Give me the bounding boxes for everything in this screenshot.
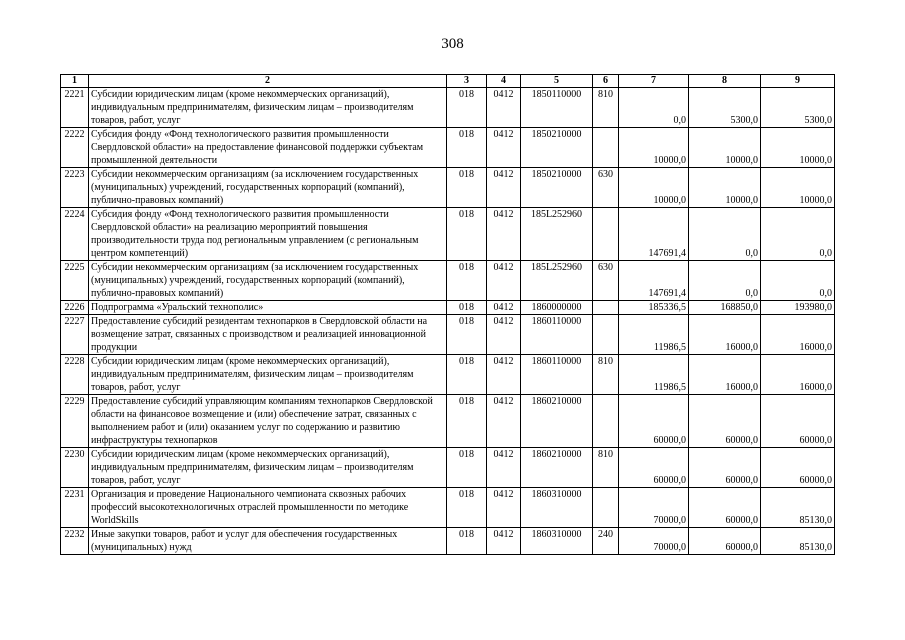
amount-year3-cell: 85130,0 [761,488,835,528]
target-article-cell: 1850210000 [521,168,593,208]
header-cell: 9 [761,75,835,88]
section-code-cell: 0412 [487,488,521,528]
amount-year2-cell: 16000,0 [689,355,761,395]
amount-year3-cell: 10000,0 [761,168,835,208]
expense-type-cell [593,315,619,355]
target-article-cell: 1860210000 [521,448,593,488]
row-name-cell: Иные закупки товаров, работ и услуг для обеспечения государственных (муниципальных) нужд [89,528,447,555]
target-article-cell: 1850110000 [521,88,593,128]
target-article-cell: 1860000000 [521,301,593,315]
row-number-cell: 2221 [61,88,89,128]
amount-year3-cell: 5300,0 [761,88,835,128]
table-row [61,168,835,208]
expense-type-cell: 810 [593,355,619,395]
amount-year2-cell: 10000,0 [689,168,761,208]
ministry-code-cell: 018 [447,261,487,301]
target-article-cell: 1860310000 [521,528,593,555]
target-article-cell: 185L252960 [521,208,593,261]
ministry-code-cell: 018 [447,528,487,555]
row-name-cell: Субсидии некоммерческим организациям (за исключением государственных (муниципальных) учреждений, государственных корпораций (компаний), публично-правовых компаний) [89,261,447,301]
expense-type-cell: 810 [593,88,619,128]
header-cell: 2 [89,75,447,88]
header-row [61,75,835,88]
section-code-cell: 0412 [487,301,521,315]
table-row [61,208,835,261]
page-number: 308 [441,36,464,52]
row-name-cell: Субсидии юридическим лицам (кроме некоммерческих организаций), индивидуальным предпринимателям, физическим лицам – производителям товаров, работ, услуг [89,355,447,395]
header-cell: 7 [619,75,689,88]
row-number-cell: 2231 [61,488,89,528]
target-article-cell: 185L252960 [521,261,593,301]
header-cell: 1 [61,75,89,88]
section-code-cell: 0412 [487,261,521,301]
amount-year1-cell: 70000,0 [619,528,689,555]
row-number-cell: 2222 [61,128,89,168]
target-article-cell: 1860210000 [521,395,593,448]
amount-year3-cell: 60000,0 [761,395,835,448]
amount-year1-cell: 11986,5 [619,315,689,355]
row-name-cell: Подпрограмма «Уральский технополис» [89,301,447,315]
expense-type-cell: 630 [593,168,619,208]
row-name-cell: Субсидия фонду «Фонд технологического развития промышленности Свердловской области» на реализацию мероприятий повышения производительности труда под региональным управлением (с региональным центром компетенций) [89,208,447,261]
table-row [61,301,835,315]
amount-year1-cell: 70000,0 [619,488,689,528]
ministry-code-cell: 018 [447,488,487,528]
row-number-cell: 2229 [61,395,89,448]
section-code-cell: 0412 [487,128,521,168]
expense-type-cell: 240 [593,528,619,555]
table-row [61,488,835,528]
section-code-cell: 0412 [487,168,521,208]
amount-year1-cell: 10000,0 [619,168,689,208]
ministry-code-cell: 018 [447,88,487,128]
row-number-cell: 2230 [61,448,89,488]
amount-year2-cell: 16000,0 [689,315,761,355]
amount-year1-cell: 147691,4 [619,208,689,261]
expense-type-cell [593,128,619,168]
table-row [61,315,835,355]
row-number-cell: 2226 [61,301,89,315]
table-row [61,88,835,128]
target-article-cell: 1860110000 [521,355,593,395]
amount-year3-cell: 0,0 [761,261,835,301]
section-code-cell: 0412 [487,355,521,395]
amount-year3-cell: 60000,0 [761,448,835,488]
header-cell: 4 [487,75,521,88]
amount-year2-cell: 60000,0 [689,448,761,488]
amount-year3-cell: 0,0 [761,208,835,261]
ministry-code-cell: 018 [447,355,487,395]
expense-type-cell: 630 [593,261,619,301]
table-row [61,355,835,395]
expense-type-cell [593,208,619,261]
row-name-cell: Организация и проведение Национального чемпионата сквозных рабочих профессий высокотехнологичных отраслей промышленности по методике WorldSkills [89,488,447,528]
row-number-cell: 2224 [61,208,89,261]
amount-year2-cell: 0,0 [689,208,761,261]
row-number-cell: 2223 [61,168,89,208]
amount-year2-cell: 0,0 [689,261,761,301]
ministry-code-cell: 018 [447,448,487,488]
row-name-cell: Предоставление субсидий управляющим компаниям технопарков Свердловской области на финансовое возмещение и (или) обеспечение затрат, связанных с выполнением работ и (или) оказанием услуг по содержанию и развитию инфраструктуры технопарков [89,395,447,448]
table-row [61,395,835,448]
header-cell: 3 [447,75,487,88]
amount-year3-cell: 10000,0 [761,128,835,168]
amount-year3-cell: 193980,0 [761,301,835,315]
amount-year2-cell: 60000,0 [689,488,761,528]
row-number-cell: 2228 [61,355,89,395]
target-article-cell: 1860110000 [521,315,593,355]
ministry-code-cell: 018 [447,208,487,261]
amount-year1-cell: 11986,5 [619,355,689,395]
amount-year3-cell: 85130,0 [761,528,835,555]
target-article-cell: 1860310000 [521,488,593,528]
amount-year1-cell: 147691,4 [619,261,689,301]
table-row [61,128,835,168]
section-code-cell: 0412 [487,448,521,488]
target-article-cell: 1850210000 [521,128,593,168]
amount-year1-cell: 60000,0 [619,448,689,488]
section-code-cell: 0412 [487,528,521,555]
section-code-cell: 0412 [487,395,521,448]
row-number-cell: 2232 [61,528,89,555]
row-name-cell: Субсидия фонду «Фонд технологического развития промышленности Свердловской области» на предоставление финансовой поддержки субъектам промышленной деятельности [89,128,447,168]
row-number-cell: 2225 [61,261,89,301]
amount-year1-cell: 185336,5 [619,301,689,315]
amount-year2-cell: 60000,0 [689,395,761,448]
header-cell: 8 [689,75,761,88]
amount-year1-cell: 60000,0 [619,395,689,448]
table-row [61,448,835,488]
ministry-code-cell: 018 [447,128,487,168]
section-code-cell: 0412 [487,208,521,261]
row-name-cell: Субсидии юридическим лицам (кроме некоммерческих организаций), индивидуальным предпринимателям, физическим лицам – производителям товаров, работ, услуг [89,88,447,128]
section-code-cell: 0412 [487,315,521,355]
budget-table [60,74,835,555]
amount-year1-cell: 10000,0 [619,128,689,168]
expense-type-cell [593,395,619,448]
expense-type-cell [593,301,619,315]
expense-type-cell [593,488,619,528]
ministry-code-cell: 018 [447,168,487,208]
header-cell: 6 [593,75,619,88]
header-cell: 5 [521,75,593,88]
ministry-code-cell: 018 [447,395,487,448]
row-name-cell: Предоставление субсидий резидентам технопарков в Свердловской области на возмещение затрат, связанных с производством и реализацией инновационной продукции [89,315,447,355]
amount-year2-cell: 60000,0 [689,528,761,555]
row-name-cell: Субсидии некоммерческим организациям (за исключением государственных (муниципальных) учреждений, государственных корпораций (компаний), публично-правовых компаний) [89,168,447,208]
amount-year2-cell: 10000,0 [689,128,761,168]
ministry-code-cell: 018 [447,301,487,315]
amount-year2-cell: 5300,0 [689,88,761,128]
table-row [61,261,835,301]
expense-type-cell: 810 [593,448,619,488]
amount-year3-cell: 16000,0 [761,355,835,395]
section-code-cell: 0412 [487,88,521,128]
amount-year3-cell: 16000,0 [761,315,835,355]
amount-year2-cell: 168850,0 [689,301,761,315]
ministry-code-cell: 018 [447,315,487,355]
amount-year1-cell: 0,0 [619,88,689,128]
table-row [61,528,835,555]
row-name-cell: Субсидии юридическим лицам (кроме некоммерческих организаций), индивидуальным предпринимателям, физическим лицам – производителям товаров, работ, услуг [89,448,447,488]
row-number-cell: 2227 [61,315,89,355]
